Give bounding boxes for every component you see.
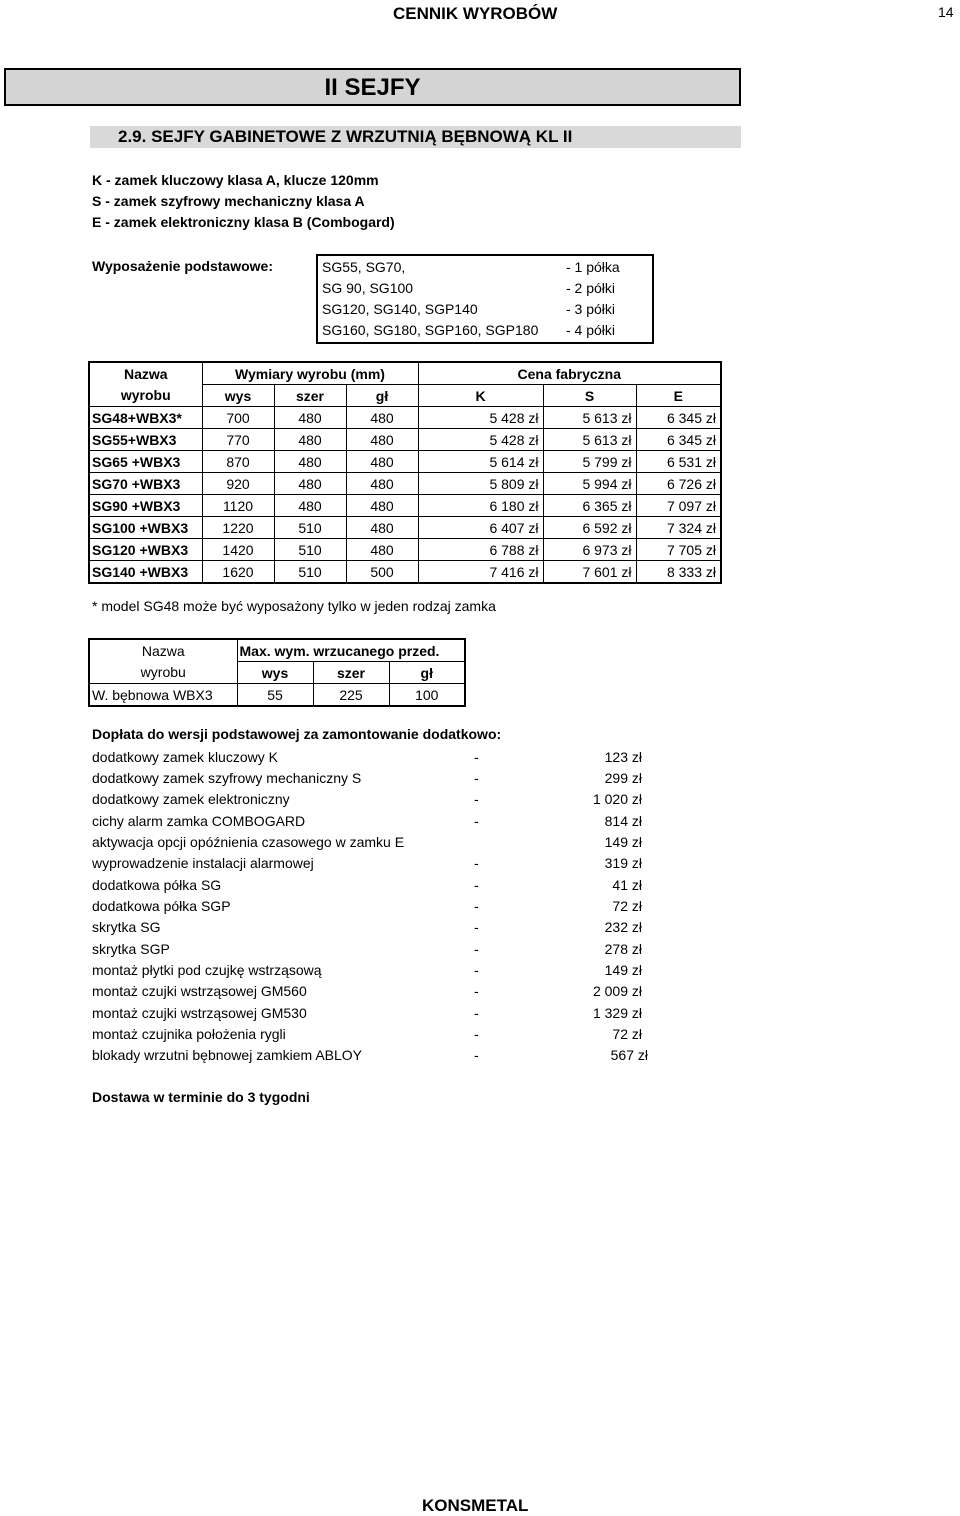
cell-price-e: 6 726 zł [636, 473, 721, 495]
cell-depth: 480 [346, 429, 418, 451]
extra-dash: - [474, 749, 479, 765]
equipment-shelves: - 4 półki [566, 322, 616, 338]
header-dimensions: Max. wym. wrzucanego przed. [237, 639, 465, 662]
cell-width: 480 [274, 407, 346, 429]
cell-price-e: 7 097 zł [636, 495, 721, 517]
extra-price: 41 zł [612, 877, 642, 893]
table-row [89, 561, 721, 584]
header-price-e: E [636, 385, 721, 407]
cell-price-k: 6 788 zł [418, 539, 543, 561]
extra-dash: - [474, 770, 479, 786]
extra-name: wyprowadzenie instalacji alarmowej [92, 855, 314, 871]
header-width: szer [274, 385, 346, 407]
table-row [89, 451, 721, 473]
extra-dash: - [474, 791, 479, 807]
extra-price: 232 zł [604, 919, 642, 935]
extra-price: 299 zł [604, 770, 642, 786]
cell-width: 225 [313, 684, 389, 707]
extra-dash: - [474, 1005, 479, 1021]
extra-dash: - [474, 898, 479, 914]
list-item [92, 832, 652, 853]
list-item [92, 981, 652, 1002]
extra-price: 1 020 zł [592, 791, 642, 807]
header-height: wys [202, 385, 274, 407]
list-item [92, 917, 652, 938]
extra-dash: - [474, 1026, 479, 1042]
header-height: wys [237, 662, 313, 684]
extra-name: blokady wrzutni bębnowej zamkiem ABLOY [92, 1047, 363, 1063]
equipment-models: SG160, SG180, SGP160, SGP180 [322, 322, 539, 338]
extra-dash: - [474, 919, 479, 935]
header-name: Nazwa [89, 362, 202, 385]
equipment-shelves: - 1 półka [566, 259, 620, 275]
subsection-title: 2.9. SEJFY GABINETOWE Z WRZUTNIĄ BĘBNOWĄ KL II [118, 127, 573, 146]
table-header-row [89, 662, 465, 684]
extra-name: dodatkowa półka SGP [92, 898, 231, 914]
cell-price-s: 6 592 zł [543, 517, 636, 539]
lock-description: S - zamek szyfrowy mechaniczny klasa A [92, 193, 365, 209]
cell-name: SG55+WBX3 [89, 429, 202, 451]
cell-depth: 480 [346, 407, 418, 429]
extra-price: 149 zł [604, 834, 642, 850]
header-price-k: K [418, 385, 543, 407]
cell-price-e: 8 333 zł [636, 561, 721, 584]
extra-name: montaż płytki pod czujkę wstrząsową [92, 962, 322, 978]
cell-width: 510 [274, 539, 346, 561]
header-price-s: S [543, 385, 636, 407]
cell-price-s: 5 613 zł [543, 429, 636, 451]
extra-name: montaż czujki wstrząsowej GM530 [92, 1005, 307, 1021]
footer-company: KONSMETAL [422, 1496, 529, 1515]
table-header-row [89, 385, 721, 407]
page-number: 14 [938, 4, 954, 20]
list-item [92, 789, 652, 810]
header-width: szer [313, 662, 389, 684]
table-header-row [89, 639, 465, 662]
cell-price-s: 5 994 zł [543, 473, 636, 495]
footnote: * model SG48 może być wyposażony tylko w jeden rodzaj zamka [92, 598, 496, 614]
cell-name: SG48+WBX3* [89, 407, 202, 429]
equipment-row [322, 299, 652, 320]
cell-price-e: 6 531 zł [636, 451, 721, 473]
cell-depth: 480 [346, 451, 418, 473]
cell-name: SG120 +WBX3 [89, 539, 202, 561]
equipment-models: SG55, SG70, [322, 259, 406, 275]
extra-name: montaż czujnika położenia rygli [92, 1026, 286, 1042]
equipment-box [316, 254, 654, 344]
cell-height: 1420 [202, 539, 274, 561]
extra-dash: - [474, 983, 479, 999]
subsection-bar [90, 126, 741, 148]
cell-price-s: 6 365 zł [543, 495, 636, 517]
cell-depth: 100 [389, 684, 465, 707]
list-item [92, 811, 652, 832]
cell-price-k: 5 614 zł [418, 451, 543, 473]
extra-dash: - [474, 855, 479, 871]
extra-price: 2 009 zł [592, 983, 642, 999]
extra-dash: - [474, 1047, 479, 1063]
equipment-row [322, 320, 652, 341]
extra-name: montaż czujki wstrząsowej GM560 [92, 983, 307, 999]
header-name-sub: wyrobu [89, 662, 237, 684]
extra-price: 278 zł [604, 941, 642, 957]
table-row [89, 407, 721, 429]
cell-height: 870 [202, 451, 274, 473]
cell-name: SG65 +WBX3 [89, 451, 202, 473]
table-row [89, 684, 465, 707]
cell-width: 480 [274, 495, 346, 517]
equipment-shelves: - 2 półki [566, 280, 616, 296]
extra-price: 567 zł [610, 1047, 648, 1063]
cell-height: 1220 [202, 517, 274, 539]
extra-dash: - [474, 941, 479, 957]
cell-height: 1120 [202, 495, 274, 517]
cell-price-s: 5 799 zł [543, 451, 636, 473]
header-dimensions: Wymiary wyrobu (mm) [202, 362, 418, 385]
table-row [89, 473, 721, 495]
drum-dimensions-table [88, 638, 466, 707]
header-name-sub: wyrobu [89, 385, 202, 407]
cell-price-k: 5 428 zł [418, 407, 543, 429]
extra-price: 123 zł [604, 749, 642, 765]
cell-price-e: 6 345 zł [636, 429, 721, 451]
table-row [89, 429, 721, 451]
extra-price: 814 zł [604, 813, 642, 829]
cell-price-k: 6 407 zł [418, 517, 543, 539]
cell-price-s: 5 613 zł [543, 407, 636, 429]
extra-name: dodatkowy zamek elektroniczny [92, 791, 290, 807]
header-name: Nazwa [89, 639, 237, 662]
cell-width: 480 [274, 451, 346, 473]
cell-height: 55 [237, 684, 313, 707]
table-row [89, 539, 721, 561]
list-item [92, 939, 652, 960]
cell-price-k: 5 809 zł [418, 473, 543, 495]
price-table [88, 361, 722, 584]
list-item [92, 1024, 652, 1045]
cell-price-s: 7 601 zł [543, 561, 636, 584]
table-row [89, 495, 721, 517]
cell-width: 510 [274, 517, 346, 539]
cell-price-e: 7 324 zł [636, 517, 721, 539]
header-depth: gł [389, 662, 465, 684]
extra-name: aktywacja opcji opóźnienia czasowego w zamku E [92, 834, 405, 850]
cell-height: 700 [202, 407, 274, 429]
extra-dash: - [474, 877, 479, 893]
extra-name: skrytka SGP [92, 941, 170, 957]
header-depth: gł [346, 385, 418, 407]
equipment-models: SG120, SG140, SGP140 [322, 301, 478, 317]
list-item [92, 853, 652, 874]
cell-width: 480 [274, 473, 346, 495]
lock-description: K - zamek kluczowy klasa A, klucze 120mm [92, 172, 379, 188]
extra-name: cichy alarm zamka COMBOGARD [92, 813, 306, 829]
header-title: CENNIK WYROBÓW [393, 4, 558, 23]
extra-price: 1 329 zł [592, 1005, 642, 1021]
cell-depth: 480 [346, 495, 418, 517]
equipment-row [322, 257, 652, 278]
cell-width: 510 [274, 561, 346, 584]
list-item [92, 896, 652, 917]
equipment-models: SG 90, SG100 [322, 280, 414, 296]
cell-depth: 480 [346, 473, 418, 495]
cell-height: 1620 [202, 561, 274, 584]
cell-width: 480 [274, 429, 346, 451]
cell-height: 770 [202, 429, 274, 451]
extra-dash: - [474, 962, 479, 978]
equipment-row [322, 278, 652, 299]
cell-height: 920 [202, 473, 274, 495]
extra-name: skrytka SG [92, 919, 161, 935]
list-item [92, 1003, 652, 1024]
table-header-row [89, 362, 721, 385]
list-item [92, 747, 652, 768]
extra-dash: - [474, 813, 479, 829]
extra-name: dodatkowy zamek szyfrowy mechaniczny S [92, 770, 362, 786]
cell-depth: 480 [346, 539, 418, 561]
extras-title: Dopłata do wersji podstawowej za zamontowanie dodatkowo: [92, 726, 502, 742]
cell-name: W. bębnowa WBX3 [89, 684, 237, 707]
table-row [89, 517, 721, 539]
delivery-note: Dostawa w terminie do 3 tygodni [92, 1089, 310, 1105]
cell-name: SG140 +WBX3 [89, 561, 202, 584]
cell-name: SG90 +WBX3 [89, 495, 202, 517]
section-title: II SEJFY [4, 68, 741, 106]
extra-name: dodatkowa półka SG [92, 877, 222, 893]
list-item [92, 875, 652, 896]
list-item [92, 960, 652, 981]
cell-price-s: 6 973 zł [543, 539, 636, 561]
cell-price-k: 6 180 zł [418, 495, 543, 517]
cell-price-k: 7 416 zł [418, 561, 543, 584]
extra-price: 149 zł [604, 962, 642, 978]
cell-price-e: 7 705 zł [636, 539, 721, 561]
list-item [92, 768, 652, 789]
header-price: Cena fabryczna [418, 362, 721, 385]
extra-name: dodatkowy zamek kluczowy K [92, 749, 278, 765]
cell-depth: 500 [346, 561, 418, 584]
extra-price: 72 zł [612, 1026, 642, 1042]
extra-price: 319 zł [604, 855, 642, 871]
lock-description: E - zamek elektroniczny klasa B (Combogard) [92, 214, 395, 230]
cell-price-e: 6 345 zł [636, 407, 721, 429]
equipment-shelves: - 3 półki [566, 301, 616, 317]
list-item [92, 1045, 652, 1066]
extra-price: 72 zł [612, 898, 642, 914]
cell-name: SG70 +WBX3 [89, 473, 202, 495]
cell-depth: 480 [346, 517, 418, 539]
cell-name: SG100 +WBX3 [89, 517, 202, 539]
equipment-label: Wyposażenie podstawowe: [92, 258, 273, 274]
cell-price-k: 5 428 zł [418, 429, 543, 451]
